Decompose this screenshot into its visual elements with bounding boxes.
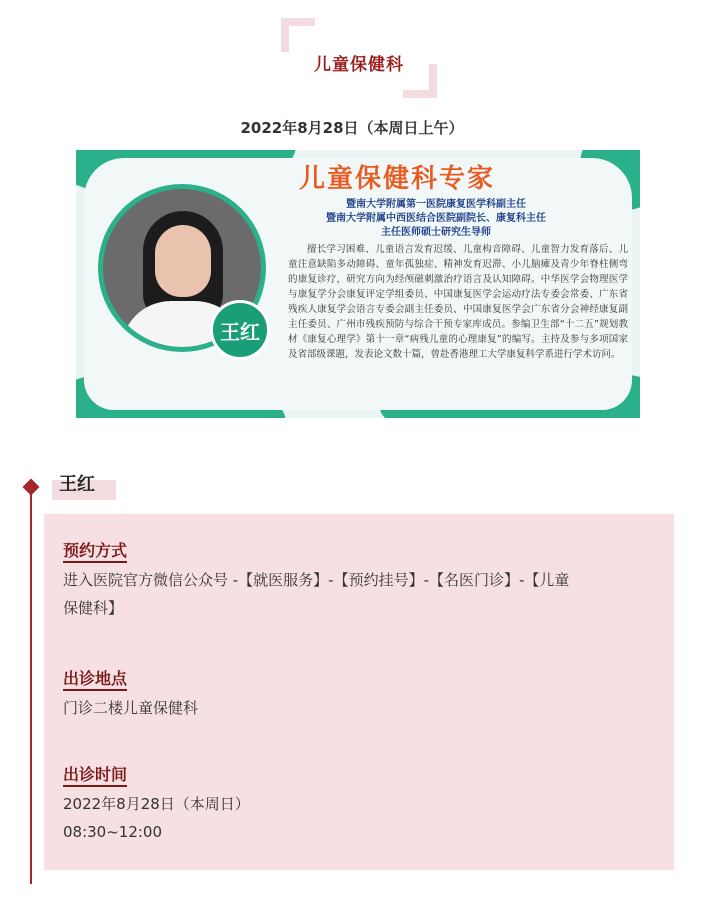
appointment-line: 保健科】: [63, 599, 124, 617]
page-title: 儿童保健科: [314, 55, 404, 75]
credential-line: 暨南大学附属第一医院康复医学科副主任: [346, 199, 526, 210]
time-line: 2022年8月28日（本周日）: [63, 795, 250, 813]
location-line: 门诊二楼儿童保健科: [63, 699, 199, 717]
schedule-date: 2022年8月28日（本周日上午）: [240, 119, 464, 137]
section-title-time: 出诊时间: [63, 765, 128, 784]
credential-line: 暨南大学附属中西医结合医院副院长、康复科主任: [326, 213, 546, 224]
banner-credentials: [296, 198, 576, 240]
title-frame: [281, 18, 437, 98]
doctor-name-badge: 王红: [210, 300, 270, 360]
timeline-line: [30, 488, 32, 884]
diamond-icon: [23, 479, 40, 496]
doctor-name: 王红: [59, 474, 95, 495]
appointment-line: 进入医院官方微信公众号 -【就医服务】-【预约挂号】-【名医门诊】-【儿童: [63, 571, 570, 589]
time-line: 08:30~12:00: [63, 823, 163, 841]
frame-corner-top-left: [281, 18, 315, 52]
location-text: [63, 694, 198, 722]
banner-title: 儿童保健科专家: [298, 164, 495, 194]
appointment-text: [63, 566, 569, 622]
section-title-appointment: 预约方式: [63, 541, 128, 560]
banner-bio: 擅长学习困难、儿童语言发育迟缓、儿童构音障碍、儿童智力发育落后、儿童注意缺陷多动障碍、童年孤独症、精神发育迟滞、小儿脑瘫及青少年脊柱侧弯的康复诊疗，研究方向为经颅磁刺激治疗语言及认知障碍。中华医学会物理医学与康复学分会康复评定学组委员、中国康复医学会运动疗法专委会常委、广东省残疾人康复学会语言专委会副主任委员、中国康复医学会广东省分会神经康复副主任委员、广州市残疾预防与综合干预专家库成员。参编卫生部“十二五”规划教材《康复心理学》第十一章“病残儿童的心理康复”的编写。主持及参与多项国家及省部级课题，发表论文数十篇，曾赴香港理工大学康复科学系进行学术访问。: [288, 244, 628, 360]
doctor-banner: [76, 150, 640, 418]
section-title-location: 出诊地点: [63, 669, 128, 688]
info-card: [44, 514, 674, 870]
time-text: [63, 790, 250, 846]
credential-line: 主任医师硕士研究生导师: [381, 227, 491, 238]
